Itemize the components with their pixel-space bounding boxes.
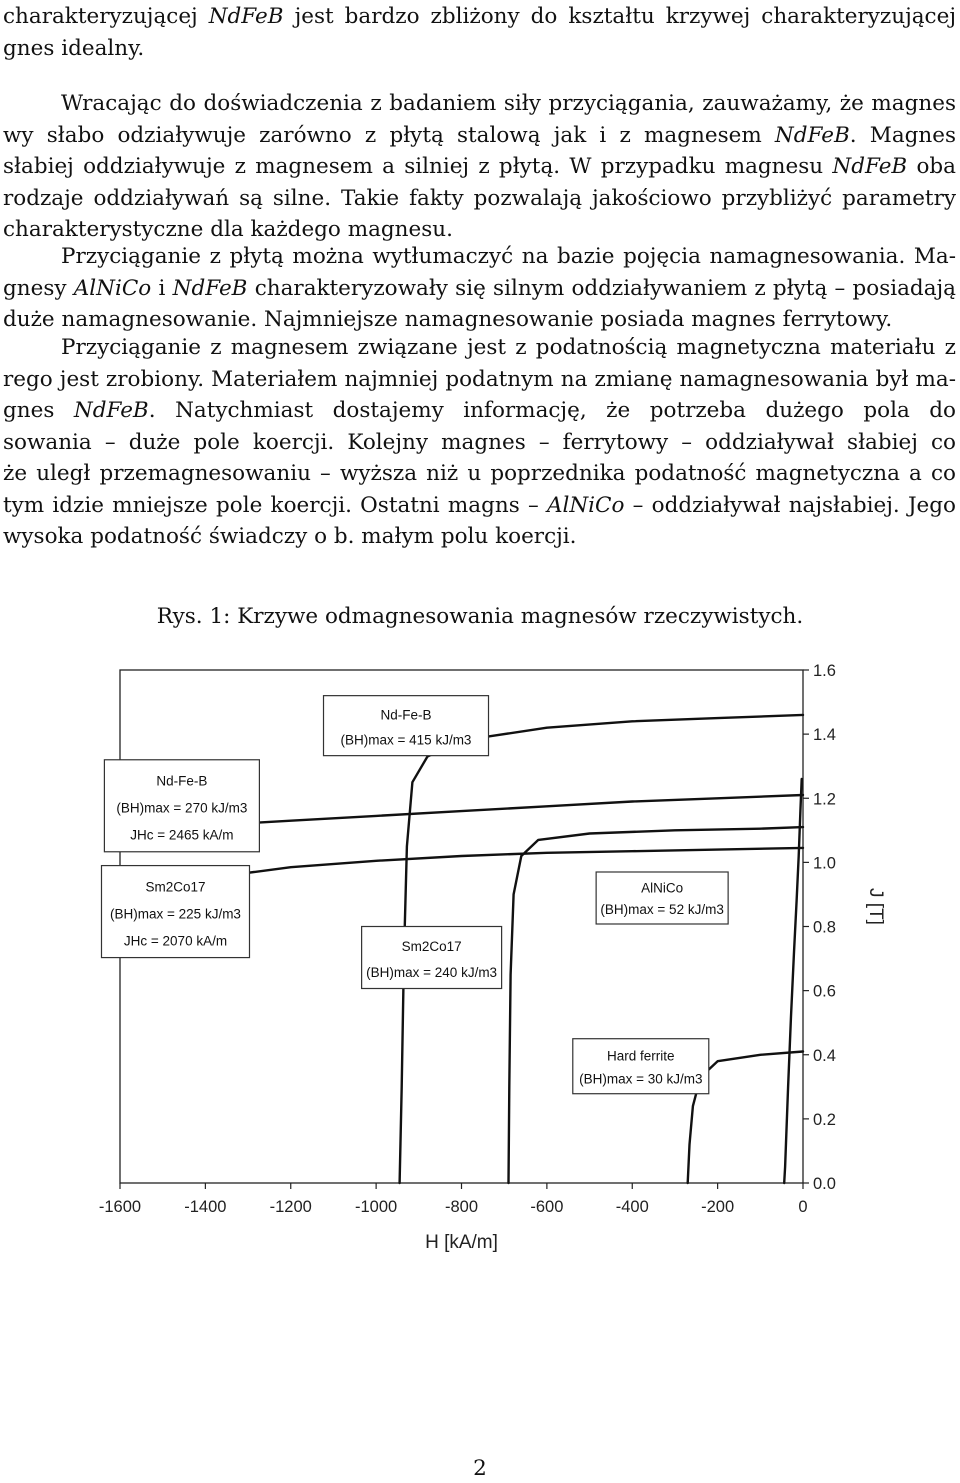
annotation-line: Nd-Fe-B [380,707,432,723]
y-tick-label: 1.2 [813,790,836,809]
page-number: 2 [473,1456,487,1481]
text-line: gnesy AlNiCo i NdFeB charakteryzowały się silnym oddziaływaniem z płytą – posiadają [3,275,956,301]
x-tick-label: -1200 [269,1198,312,1216]
paragraph-susceptibility [3,332,956,553]
annotation-line: (BH)max = 415 kJ/m3 [340,732,472,748]
annotation-line: Hard ferrite [607,1048,675,1064]
text-line: wy słabo odziaływuje zarówno z płytą stalową jak i z magnesem NdFeB. Magnes [3,122,956,148]
annotation-line: (BH)max = 270 kJ/m3 [116,800,248,816]
text-line: słabiej oddziaływuje z magnesem a silniej z płytą. W przypadku magnesu NdFeB oba [3,154,956,179]
y-tick-label: 0.2 [813,1110,836,1129]
y-tick-label: 1.4 [813,726,836,745]
annotation-line: (BH)max = 240 kJ/m3 [366,964,498,980]
x-tick-label: -1600 [98,1198,142,1216]
text-line: gnes NdFeB. Natychmiast dostajemy informację, że potrzeba dużego pola do [3,398,956,423]
annotation-line: JHc = 2465 kA/m [130,827,234,843]
y-tick-label: 1.6 [813,662,836,680]
x-tick-label: -1400 [184,1198,227,1216]
x-tick-label: -600 [530,1198,564,1216]
text-line: duże namagnesowanie. Najmniejsze namagnesowanie posiada magnes ferrytowy. [3,307,893,332]
text-line: Wracając do doświadczenia z badaniem siły przyciągania, zauważamy, że magnes [61,91,956,116]
text-line: sowania – duże pole koercji. Kolejny magnes – ferrytowy – oddziaływał słabiej co [3,429,956,455]
x-axis-label: H [kA/m] [425,1232,498,1253]
text-line: Przyciąganie z płytą można wytłumaczyć na bazie pojęcia namagnesowania. Ma- [61,244,956,269]
y-axis-label: J [T] [865,888,886,925]
paragraph-magnetization [3,241,956,336]
text-line: rego jest zrobiony. Materiałem najmniej podatnym na zmianę namagnesowania był ma- [3,366,956,392]
y-tick-label: 0.4 [813,1046,836,1065]
y-tick-label: 0.6 [813,982,836,1001]
y-tick-label: 0.8 [813,918,836,937]
text-line: tym idzie mniejsze pole koercji. Ostatni magns – AlNiCo – oddziaływał najsłabiej. Jego [3,492,956,518]
x-tick-label: -1000 [355,1198,398,1216]
x-tick-label: -400 [615,1198,649,1216]
text-line: wysoka podatność świadczy o b. małym polu koercji. [3,524,577,549]
text-line: że uległ przemagnesowaniu – wyższa niż u poprzednika podatność magnetyczna a co [3,461,956,486]
y-tick-label: 1.0 [813,854,836,873]
text-line: rodzaje oddziaływań są silne. Takie fakty pozwalają jakościowo przybliżyć parametry [3,185,956,211]
annotation-line: JHc = 2070 kA/m [123,933,228,949]
annotation-line: Sm2Co17 [401,939,462,955]
annotation-line: Nd-Fe-B [156,773,208,789]
annotation-line: AlNiCo [641,880,684,896]
text-line: Przyciąganie z magnesem związane jest z podatnością magnetyczna materiału z [61,335,956,360]
series-line [784,779,802,1183]
annotation-line: (BH)max = 52 kJ/m3 [600,902,724,918]
x-tick-label: -200 [701,1198,735,1216]
text-line: charakterystyczne dla każdego magnesu. [3,217,453,242]
x-tick-label: -800 [444,1198,479,1216]
demagnetization-chart [90,658,890,1258]
annotation-line: (BH)max = 225 kJ/m3 [110,906,241,922]
paragraph-attraction [3,88,956,246]
figure-caption: Rys. 1: Krzywe odmagnesowania magnesów rzeczywistych. [156,604,804,629]
annotation-line: (BH)max = 30 kJ/m3 [579,1071,703,1087]
text-line: charakteryzującej NdFeB jest bardzo zbliżony do kształtu krzywej charakteryzującej [3,4,956,29]
annotation-line: Sm2Co17 [145,879,206,895]
x-tick-label: 0 [798,1198,808,1216]
paragraph-continuation [3,1,956,64]
y-tick-label: 0.0 [813,1175,836,1193]
text-line: gnes idealny. [3,35,145,61]
